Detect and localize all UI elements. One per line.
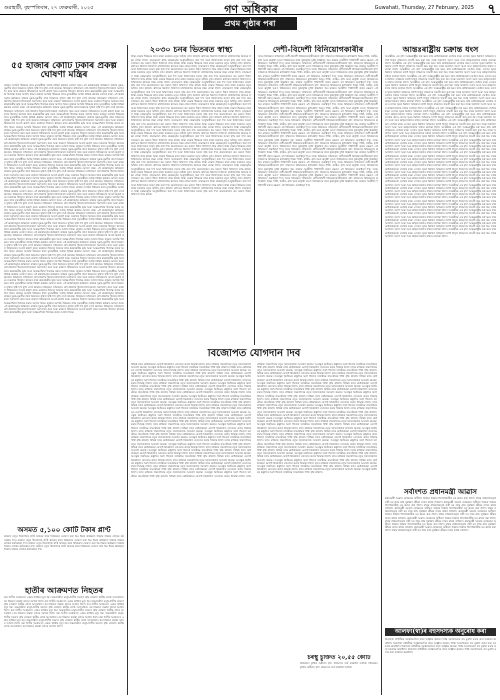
article-6-body: প্ৰধানমন্ত্ৰী আৱাস যোজনাৰ অধীনত হাজাৰ হাজাৰ হিতাধিকাৰীক ঘৰ প্ৰদান কৰা হৈছে। দৰিদ্ৰ পৰিয়ালসমূহে পকী ঘৰ লাভ কৰি সুৰক্ষিত জীৱন যাপন কৰিব পাৰিছে। প্ৰধানমন্ত্ৰী আৱাস যোজনাৰ অধীনত হাজাৰ হাজাৰ হিতাধিকাৰীক ঘৰ প্ৰদান কৰা হৈছে। দৰিদ্ৰ পৰিয়ালসমূহে পকী ঘৰ লাভ কৰি সুৰক্ষিত জীৱন যাপন কৰিব পাৰিছে। প্ৰধানমন্ত্ৰী আৱাস যোজনাৰ অধীনত হাজাৰ হাজাৰ হিতাধিকাৰীক ঘৰ প্ৰদান কৰা হৈছে। দৰিদ্ৰ পৰিয়ালসমূহে পকী ঘৰ লাভ কৰি সুৰক্ষিত জীৱন যাপন কৰিব পাৰিছে। প্ৰধানমন্ত্ৰী আৱাস যোজনাৰ অধীনত হাজাৰ হাজাৰ হিতাধিকাৰীক ঘৰ প্ৰদান কৰা হৈছে। দৰিদ্ৰ পৰিয়ালসমূহে পকী ঘৰ লাভ কৰি সুৰক্ষিত জীৱন যাপন কৰিব পাৰিছে। প্ৰধানমন্ত্ৰী আৱাস যোজনাৰ অধীনত হাজাৰ হাজাৰ হিতাধিকাৰীক ঘৰ প্ৰদান কৰা হৈছে। দৰিদ্ৰ পৰিয়ালসমূহে পকী ঘৰ লাভ কৰি সুৰক্ষিত জীৱন যাপন কৰিব পাৰিছে। প্ৰধানমন্ত্ৰী আৱাস যোজনাৰ অধীনত হাজাৰ হাজাৰ হিতাধিকাৰীক ঘৰ প্ৰদান কৰা হৈছে। দৰিদ্ৰ পৰিয়ালসমূহে পকী ঘৰ লাভ কৰি সুৰক্ষিত জীৱন যাপন কৰিব পাৰিছে। প্ৰধানমন্ত্ৰী আৱাস যোজনাৰ অধীনত হাজাৰ হাজাৰ হিতাধিকাৰীক ঘৰ প্ৰদান কৰা হৈছে। দৰিদ্ৰ পৰিয়ালসমূহে পকী ঘৰ লাভ কৰি সুৰক্ষিত জীৱন যাপন কৰিব পাৰিছে। [385, 497, 496, 533]
header-date-left: গুৱাহাটী, বৃহস্পতিবাৰ, ২৭ ফেব্ৰুৱাৰী, ২০২৫ [4, 5, 94, 11]
article-10-headline: আলফা(স্বা)ৰ বহুসদস্যক অনুৰোধ কৰা [385, 628, 496, 636]
article-8-body: বন্য হাতীৰ আক্ৰমণত এজন ব্যক্তিৰ মৃত্যু হয়। অঞ্চলটোত মানুহ-হাতীৰ সংঘাত বৃদ্ধি পোৱাত স্থানীয় লোক আতংকিত। বন বিভাগে ব্যৱস্থা গ্ৰহণৰ আশ্বাস দিছে। বন্য হাতীৰ আক্ৰমণত এজন ব্যক্তিৰ মৃত্যু হয়। অঞ্চলটোত মানুহ-হাতীৰ সংঘাত বৃদ্ধি পোৱাত স্থানীয় লোক আতংকিত। বন বিভাগে ব্যৱস্থা গ্ৰহণৰ আশ্বাস দিছে। বন্য হাতীৰ আক্ৰমণত এজন ব্যক্তিৰ মৃত্যু হয়। অঞ্চলটোত মানুহ-হাতীৰ সংঘাত বৃদ্ধি পোৱাত স্থানীয় লোক আতংকিত। বন বিভাগে ব্যৱস্থা গ্ৰহণৰ আশ্বাস দিছে। বন্য হাতীৰ আক্ৰমণত এজন ব্যক্তিৰ মৃত্যু হয়। অঞ্চলটোত মানুহ-হাতীৰ সংঘাত বৃদ্ধি পোৱাত স্থানীয় লোক আতংকিত। বন বিভাগে ব্যৱস্থা গ্ৰহণৰ আশ্বাস দিছে। বন্য হাতীৰ আক্ৰমণত এজন ব্যক্তিৰ মৃত্যু হয়। অঞ্চলটোত মানুহ-হাতীৰ সংঘাত বৃদ্ধি পোৱাত স্থানীয় লোক আতংকিত। বন বিভাগে ব্যৱস্থা গ্ৰহণৰ আশ্বাস দিছে। বন্য হাতীৰ আক্ৰমণত এজন ব্যক্তিৰ মৃত্যু হয়। অঞ্চলটোত মানুহ-হাতীৰ সংঘাত বৃদ্ধি পোৱাত স্থানীয় লোক আতংকিত। বন বিভাগে ব্যৱস্থা গ্ৰহণৰ আশ্বাস দিছে। বন্য হাতীৰ আক্ৰমণত এজন ব্যক্তিৰ মৃত্যু হয়। অঞ্চলটোত মানুহ-হাতীৰ সংঘাত বৃদ্ধি পোৱাত স্থানীয় লোক আতংকিত। বন বিভাগে ব্যৱস্থা গ্ৰহণৰ আশ্বাস দিছে। [4, 596, 124, 629]
article-10-body: নিৰাপত্তা বাহিনীয়ে আত্মসমৰ্পণৰ বাবে আহ্বান জনায়। শান্তি আলোচনাৰ পথ মুকলি ৰখাৰ কথা চৰকাৰে জনাইছে। নিৰাপত্তা বাহিনীয়ে আত্মসমৰ্পণৰ বাবে আহ্বান জনায়। শান্তি আলোচনাৰ পথ মুকলি ৰখাৰ কথা চৰকাৰে জনাইছে। নিৰাপত্তা বাহিনীয়ে আত্মসমৰ্পণৰ বাবে আহ্বান জনায়। শান্তি আলোচনাৰ পথ মুকলি ৰখাৰ কথা চৰকাৰে জনাইছে। নিৰাপত্তা বাহিনীয়ে আত্মসমৰ্পণৰ বাবে আহ্বান জনায়। শান্তি আলোচনাৰ পথ মুকলি ৰখাৰ কথা চৰকাৰে জনাইছে। [385, 638, 496, 655]
article-4-headline: আন্তঃৰাষ্ট্ৰীয় চক্ৰান্ত ধংস [402, 45, 479, 54]
article-1-headline: ৫৫ হাজাৰ কোটি টকাৰ প্ৰকল্প ঘোষণা মন্ত্ৰিৰ [11, 62, 117, 81]
masthead-small: দৈনিক [247, 0, 255, 4]
article-9-headline: চৰস্থু চুক্তিত ২০,৫৫ কোটি [307, 655, 371, 661]
article-2 [131, 45, 251, 345]
article-8 [4, 586, 124, 696]
column-rule-3 [381, 45, 382, 695]
article-10 [385, 628, 496, 696]
article-7-body: ৰাজ্যত নতুন উদ্যোগিক প্লাণ্ট স্থাপনৰ বাবে বিনিয়োগ ঘোষণা কৰা হয়। ইয়াৰ জৰিয়তে হাজাৰ হাজাৰ লোকৰ কৰ্মসংস্থান হ'ব। ৰাজ্যত নতুন উদ্যোগিক প্লাণ্ট স্থাপনৰ বাবে বিনিয়োগ ঘোষণা কৰা হয়। ইয়াৰ জৰিয়তে হাজাৰ হাজাৰ লোকৰ কৰ্মসংস্থান হ'ব। ৰাজ্যত নতুন উদ্যোগিক প্লাণ্ট স্থাপনৰ বাবে বিনিয়োগ ঘোষণা কৰা হয়। ইয়াৰ জৰিয়তে হাজাৰ হাজাৰ লোকৰ কৰ্মসংস্থান হ'ব। ৰাজ্যত নতুন উদ্যোগিক প্লাণ্ট স্থাপনৰ বাবে বিনিয়োগ ঘোষণা কৰা হয়। ইয়াৰ জৰিয়তে হাজাৰ হাজাৰ লোকৰ কৰ্মসংস্থান হ'ব। [4, 535, 124, 552]
article-4 [385, 45, 496, 485]
article-6 [385, 488, 496, 588]
article-3-headline: দেশী-বিদেশী বিনিয়োগকাৰীৰ [272, 45, 364, 54]
article-5-body: বিভিন্ন দলৰ কেইবাজনো নেতাই বিজেপিত যোগদান কৰাৰ সিদ্ধান্ত লৈছে। দলৰ ৰাজ্যিক সভাপতিয়ে নতুন সদস্যসকলক আদৰণি জনায়। আগন্তুক নিৰ্বাচনৰ প্ৰস্তুতিৰ অংশ হিচাপে দলটোৱে সাংগঠনিক শক্তি বৃদ্ধি কৰিছে। বিভিন্ন দলৰ কেইবাজনো নেতাই বিজেপিত যোগদান কৰাৰ সিদ্ধান্ত লৈছে। দলৰ ৰাজ্যিক সভাপতিয়ে নতুন সদস্যসকলক আদৰণি জনায়। আগন্তুক নিৰ্বাচনৰ প্ৰস্তুতিৰ অংশ হিচাপে দলটোৱে সাংগঠনিক শক্তি বৃদ্ধি কৰিছে। বিভিন্ন দলৰ কেইবাজনো নেতাই বিজেপিত যোগদান কৰাৰ সিদ্ধান্ত লৈছে। দলৰ ৰাজ্যিক সভাপতিয়ে নতুন সদস্যসকলক আদৰণি জনায়। আগন্তুক নিৰ্বাচনৰ প্ৰস্তুতিৰ অংশ হিচাপে দলটোৱে সাংগঠনিক শক্তি বৃদ্ধি কৰিছে। বিভিন্ন দলৰ কেইবাজনো নেতাই বিজেপিত যোগদান কৰাৰ সিদ্ধান্ত লৈছে। দলৰ ৰাজ্যিক সভাপতিয়ে নতুন সদস্যসকলক আদৰণি জনায়। আগন্তুক নিৰ্বাচনৰ প্ৰস্তুতিৰ অংশ হিচাপে দলটোৱে সাংগঠনিক শক্তি বৃদ্ধি কৰিছে। বিভিন্ন দলৰ কেইবাজনো নেতাই বিজেপিত যোগদান কৰাৰ সিদ্ধান্ত লৈছে। দলৰ ৰাজ্যিক সভাপতিয়ে নতুন সদস্যসকলক আদৰণি জনায়। আগন্তুক নিৰ্বাচনৰ প্ৰস্তুতিৰ অংশ হিচাপে দলটোৱে সাংগঠনিক শক্তি বৃদ্ধি কৰিছে। বিভিন্ন দলৰ কেইবাজনো নেতাই বিজেপিত যোগদান কৰাৰ সিদ্ধান্ত লৈছে। দলৰ ৰাজ্যিক সভাপতিয়ে নতুন সদস্যসকলক আদৰণি জনায়। আগন্তুক নিৰ্বাচনৰ প্ৰস্তুতিৰ অংশ হিচাপে দলটোৱে সাংগঠনিক শক্তি বৃদ্ধি কৰিছে। বিভিন্ন দলৰ কেইবাজনো নেতাই বিজেপিত যোগদান কৰাৰ সিদ্ধান্ত লৈছে। দলৰ ৰাজ্যিক সভাপতিয়ে নতুন সদস্যসকলক আদৰণি জনায়। আগন্তুক নিৰ্বাচনৰ প্ৰস্তুতিৰ অংশ হিচাপে দলটোৱে সাংগঠনিক শক্তি বৃদ্ধি কৰিছে। বিভিন্ন দলৰ কেইবাজনো নেতাই বিজেপিত যোগদান কৰাৰ সিদ্ধান্ত লৈছে। দলৰ ৰাজ্যিক সভাপতিয়ে নতুন সদস্যসকলক আদৰণি জনায়। আগন্তুক নিৰ্বাচনৰ প্ৰস্তুতিৰ অংশ হিচাপে দলটোৱে সাংগঠনিক শক্তি বৃদ্ধি কৰিছে। বিভিন্ন দলৰ কেইবাজনো নেতাই বিজেপিত যোগদান কৰাৰ সিদ্ধান্ত লৈছে। দলৰ ৰাজ্যিক সভাপতিয়ে নতুন সদস্যসকলক আদৰণি জনায়। আগন্তুক নিৰ্বাচনৰ প্ৰস্তুতিৰ অংশ হিচাপে দলটোৱে সাংগঠনিক শক্তি বৃদ্ধি কৰিছে। বিভিন্ন দলৰ কেইবাজনো নেতাই বিজেপিত যোগদান কৰাৰ সিদ্ধান্ত লৈছে। দলৰ ৰাজ্যিক সভাপতিয়ে নতুন সদস্যসকলক আদৰণি জনায়। আগন্তুক নিৰ্বাচনৰ প্ৰস্তুতিৰ অংশ হিচাপে দলটোৱে সাংগঠনিক শক্তি বৃদ্ধি কৰিছে। বিভিন্ন দলৰ কেইবাজনো নেতাই বিজেপিত যোগদান কৰাৰ সিদ্ধান্ত লৈছে। দলৰ ৰাজ্যিক সভাপতিয়ে নতুন সদস্যসকলক আদৰণি জনায়। আগন্তুক নিৰ্বাচনৰ প্ৰস্তুতিৰ অংশ হিচাপে দলটোৱে সাংগঠনিক শক্তি বৃদ্ধি কৰিছে। বিভিন্ন দলৰ কেইবাজনো নেতাই বিজেপিত যোগদান কৰাৰ সিদ্ধান্ত লৈছে। দলৰ ৰাজ্যিক সভাপতিয়ে নতুন সদস্যসকলক আদৰণি জনায়। আগন্তুক নিৰ্বাচনৰ প্ৰস্তুতিৰ অংশ হিচাপে দলটোৱে সাংগঠনিক শক্তি বৃদ্ধি কৰিছে। বিভিন্ন দলৰ কেইবাজনো নেতাই বিজেপিত যোগদান কৰাৰ সিদ্ধান্ত লৈছে। দলৰ ৰাজ্যিক সভাপতিয়ে নতুন সদস্যসকলক আদৰণি জনায়। আগন্তুক নিৰ্বাচনৰ প্ৰস্তুতিৰ অংশ হিচাপে দলটোৱে সাংগঠনিক শক্তি বৃদ্ধি কৰিছে। বিভিন্ন দলৰ কেইবাজনো নেতাই বিজেপিত যোগদান কৰাৰ সিদ্ধান্ত লৈছে। দলৰ ৰাজ্যিক সভাপতিয়ে নতুন সদস্যসকলক আদৰণি জনায়। আগন্তুক নিৰ্বাচনৰ প্ৰস্তুতিৰ অংশ হিচাপে দলটোৱে সাংগঠনিক শক্তি বৃদ্ধি কৰিছে। বিভিন্ন দলৰ কেইবাজনো নেতাই বিজেপিত যোগদান কৰাৰ সিদ্ধান্ত লৈছে। দলৰ ৰাজ্যিক সভাপতিয়ে নতুন সদস্যসকলক আদৰণি জনায়। আগন্তুক নিৰ্বাচনৰ প্ৰস্তুতিৰ অংশ হিচাপে দলটোৱে সাংগঠনিক শক্তি বৃদ্ধি কৰিছে। বিভিন্ন দলৰ কেইবাজনো নেতাই বিজেপিত যোগদান কৰাৰ সিদ্ধান্ত লৈছে। দলৰ ৰাজ্যিক সভাপতিয়ে নতুন সদস্যসকলক আদৰণি জনায়। আগন্তুক নিৰ্বাচনৰ প্ৰস্তুতিৰ অংশ হিচাপে দলটোৱে সাংগঠনিক শক্তি বৃদ্ধি কৰিছে। বিভিন্ন দলৰ কেইবাজনো নেতাই বিজেপিত যোগদান কৰাৰ সিদ্ধান্ত লৈছে। দলৰ ৰাজ্যিক সভাপতিয়ে নতুন সদস্যসকলক আদৰণি জনায়। আগন্তুক নিৰ্বাচনৰ প্ৰস্তুতিৰ অংশ হিচাপে দলটোৱে সাংগঠনিক শক্তি বৃদ্ধি কৰিছে। বিভিন্ন দলৰ কেইবাজনো নেতাই বিজেপিত যোগদান কৰাৰ সিদ্ধান্ত লৈছে। দলৰ ৰাজ্যিক সভাপতিয়ে নতুন সদস্যসকলক আদৰণি জনায়। আগন্তুক নিৰ্বাচনৰ প্ৰস্তুতিৰ অংশ হিচাপে দলটোৱে সাংগঠনিক শক্তি বৃদ্ধি কৰিছে। বিভিন্ন দলৰ কেইবাজনো নেতাই বিজেপিত যোগদান কৰাৰ সিদ্ধান্ত লৈছে। দলৰ ৰাজ্যিক সভাপতিয়ে নতুন সদস্যসকলক আদৰণি জনায়। আগন্তুক নিৰ্বাচনৰ প্ৰস্তুতিৰ অংশ হিচাপে দলটোৱে সাংগঠনিক শক্তি বৃদ্ধি কৰিছে। বিভিন্ন দলৰ কেইবাজনো নেতাই বিজেপিত যোগদান কৰাৰ সিদ্ধান্ত লৈছে। দলৰ ৰাজ্যিক সভাপতিয়ে নতুন সদস্যসকলক আদৰণি জনায়। আগন্তুক নিৰ্বাচনৰ প্ৰস্তুতিৰ অংশ হিচাপে দলটোৱে সাংগঠনিক শক্তি বৃদ্ধি কৰিছে। বিভিন্ন দলৰ কেইবাজনো নেতাই বিজেপিত যোগদান কৰাৰ সিদ্ধান্ত লৈছে। দলৰ ৰাজ্যিক সভাপতিয়ে নতুন সদস্যসকলক আদৰণি জনায়। আগন্তুক নিৰ্বাচনৰ প্ৰস্তুতিৰ অংশ হিচাপে দলটোৱে সাংগঠনিক শক্তি বৃদ্ধি কৰিছে। বিভিন্ন দলৰ কেইবাজনো নেতাই বিজেপিত যোগদান কৰাৰ সিদ্ধান্ত লৈছে। দলৰ ৰাজ্যিক সভাপতিয়ে নতুন সদস্যসকলক আদৰণি জনায়। আগন্তুক নিৰ্বাচনৰ প্ৰস্তুতিৰ অংশ হিচাপে দলটোৱে সাংগঠনিক শক্তি বৃদ্ধি কৰিছে। বিভিন্ন দলৰ কেইবাজনো নেতাই বিজেপিত যোগদান কৰাৰ সিদ্ধান্ত লৈছে। দলৰ ৰাজ্যিক সভাপতিয়ে নতুন সদস্যসকলক আদৰণি জনায়। আগন্তুক নিৰ্বাচনৰ প্ৰস্তুতিৰ অংশ হিচাপে দলটোৱে সাংগঠনিক শক্তি বৃদ্ধি কৰিছে। বিভিন্ন দলৰ কেইবাজনো নেতাই বিজেপিত যোগদান কৰাৰ সিদ্ধান্ত লৈছে। দলৰ ৰাজ্যিক সভাপতিয়ে নতুন সদস্যসকলক আদৰণি জনায়। আগন্তুক নিৰ্বাচনৰ প্ৰস্তুতিৰ অংশ হিচাপে দলটোৱে সাংগঠনিক শক্তি বৃদ্ধি কৰিছে। বিভিন্ন দলৰ কেইবাজনো নেতাই বিজেপিত যোগদান কৰাৰ সিদ্ধান্ত লৈছে। দলৰ ৰাজ্যিক সভাপতিয়ে নতুন সদস্যসকলক আদৰণি জনায়। আগন্তুক নিৰ্বাচনৰ প্ৰস্তুতিৰ অংশ হিচাপে দলটোৱে সাংগঠনিক শক্তি বৃদ্ধি কৰিছে। বিভিন্ন দলৰ কেইবাজনো নেতাই বিজেপিত যোগদান কৰাৰ সিদ্ধান্ত লৈছে। দলৰ ৰাজ্যিক সভাপতিয়ে নতুন সদস্যসকলক আদৰণি জনায়। আগন্তুক নিৰ্বাচনৰ প্ৰস্তুতিৰ অংশ হিচাপে দলটোৱে সাংগঠনিক শক্তি বৃদ্ধি কৰিছে। বিভিন্ন দলৰ কেইবাজনো নেতাই বিজেপিত যোগদান কৰাৰ সিদ্ধান্ত লৈছে। দলৰ ৰাজ্যিক সভাপতিয়ে নতুন সদস্যসকলক আদৰণি জনায়। আগন্তুক নিৰ্বাচনৰ প্ৰস্তুতিৰ অংশ হিচাপে দলটোৱে সাংগঠনিক শক্তি বৃদ্ধি কৰিছে। বিভিন্ন দলৰ কেইবাজনো নেতাই বিজেপিত যোগদান কৰাৰ সিদ্ধান্ত লৈছে। দলৰ ৰাজ্যিক সভাপতিয়ে নতুন সদস্যসকলক আদৰণি জনায়। আগন্তুক নিৰ্বাচনৰ প্ৰস্তুতিৰ অংশ হিচাপে দলটোৱে সাংগঠনিক শক্তি বৃদ্ধি কৰিছে। বিভিন্ন দলৰ কেইবাজনো নেতাই বিজেপিত যোগদান কৰাৰ সিদ্ধান্ত লৈছে। দলৰ ৰাজ্যিক সভাপতিয়ে নতুন সদস্যসকলক আদৰণি জনায়। আগন্তুক নিৰ্বাচনৰ প্ৰস্তুতিৰ অংশ হিচাপে দলটোৱে সাংগঠনিক শক্তি বৃদ্ধি কৰিছে। বিভিন্ন দলৰ কেইবাজনো নেতাই বিজেপিত যোগদান কৰাৰ সিদ্ধান্ত লৈছে। দলৰ ৰাজ্যিক সভাপতিয়ে নতুন সদস্যসকলক আদৰণি জনায়। আগন্তুক নিৰ্বাচনৰ প্ৰস্তুতিৰ অংশ হিচাপে দলটোৱে সাংগঠনিক শক্তি বৃদ্ধি কৰিছে। বিভিন্ন দলৰ কেইবাজনো নেতাই বিজেপিত যোগদান কৰাৰ সিদ্ধান্ত লৈছে। দলৰ ৰাজ্যিক সভাপতিয়ে নতুন সদস্যসকলক আদৰণি জনায়। আগন্তুক নিৰ্বাচনৰ প্ৰস্তুতিৰ অংশ হিচাপে দলটোৱে সাংগঠনিক শক্তি বৃদ্ধি কৰিছে। বিভিন্ন দলৰ কেইবাজনো নেতাই বিজেপিত যোগদান কৰাৰ সিদ্ধান্ত লৈছে। দলৰ ৰাজ্যিক সভাপতিয়ে নতুন সদস্যসকলক আদৰণি জনায়। আগন্তুক নিৰ্বাচনৰ প্ৰস্তুতিৰ অংশ হিচাপে দলটোৱে সাংগঠনিক শক্তি বৃদ্ধি কৰিছে। বিভিন্ন দলৰ কেইবাজনো নেতাই বিজেপিত যোগদান কৰাৰ সিদ্ধান্ত লৈছে। দলৰ ৰাজ্যিক সভাপতিয়ে নতুন সদস্যসকলক আদৰণি জনায়। আগন্তুক নিৰ্বাচনৰ প্ৰস্তুতিৰ অংশ হিচাপে দলটোৱে সাংগঠনিক শক্তি বৃদ্ধি কৰিছে। বিভিন্ন দলৰ কেইবাজনো নেতাই বিজেপিত যোগদান কৰাৰ সিদ্ধান্ত লৈছে। দলৰ ৰাজ্যিক সভাপতিয়ে নতুন সদস্যসকলক আদৰণি জনায়। আগন্তুক নিৰ্বাচনৰ প্ৰস্তুতিৰ অংশ হিচাপে দলটোৱে সাংগঠনিক শক্তি বৃদ্ধি কৰিছে। বিভিন্ন দলৰ কেইবাজনো নেতাই বিজেপিত যোগদান কৰাৰ সিদ্ধান্ত লৈছে। দলৰ ৰাজ্যিক সভাপতিয়ে নতুন সদস্যসকলক আদৰণি জনায়। আগন্তুক নিৰ্বাচনৰ প্ৰস্তুতিৰ অংশ হিচাপে দলটোৱে সাংগঠনিক শক্তি বৃদ্ধি কৰিছে। বিভিন্ন দলৰ কেইবাজনো নেতাই বিজেপিত যোগদান কৰাৰ সিদ্ধান্ত লৈছে। দলৰ ৰাজ্যিক সভাপতিয়ে নতুন সদস্যসকলক আদৰণি জনায়। আগন্তুক নিৰ্বাচনৰ প্ৰস্তুতিৰ অংশ হিচাপে দলটোৱে সাংগঠনিক শক্তি বৃদ্ধি কৰিছে। বিভিন্ন দলৰ কেইবাজনো নেতাই বিজেপিত যোগদান কৰাৰ সিদ্ধান্ত লৈছে। দলৰ ৰাজ্যিক সভাপতিয়ে নতুন সদস্যসকলক আদৰণি জনায়। আগন্তুক নিৰ্বাচনৰ প্ৰস্তুতিৰ অংশ হিচাপে দলটোৱে সাংগঠনিক শক্তি বৃদ্ধি কৰিছে। বিভিন্ন দলৰ কেইবাজনো নেতাই বিজেপিত যোগদান কৰাৰ সিদ্ধান্ত লৈছে। দলৰ ৰাজ্যিক সভাপতিয়ে নতুন সদস্যসকলক আদৰণি জনায়। আগন্তুক নিৰ্বাচনৰ প্ৰস্তুতিৰ অংশ হিচাপে দলটোৱে সাংগঠনিক শক্তি বৃদ্ধি কৰিছে। [131, 362, 377, 478]
article-8-headline: হাতীৰ আক্ৰমণত নিহতৰ [25, 586, 103, 595]
article-2-body: স্বাস্থ্য সেৱাৰ উন্নয়নৰ বাবে ৰাজ্য চৰকাৰে নতুন আঁচনি গ্ৰহণ কৰিছে। প্ৰতিখন জিলাত চিকিৎসা মহাবিদ্যালয় স্থাপনৰ লক্ষ্য লোৱা হৈছে। গ্ৰামাঞ্চলত স্বাস্থ্য কেন্দ্ৰসমূহৰ আধুনিকীকৰণ কৰা হ'ব আৰু চিকিৎসকৰ সংখ্যা বৃদ্ধি কৰা হ'ব। জনসাধাৰণে কম খৰচত উন্নত চিকিৎসা লাভ কৰিব। স্বাস্থ্য সেৱাৰ উন্নয়নৰ বাবে ৰাজ্য চৰকাৰে নতুন আঁচনি গ্ৰহণ কৰিছে। প্ৰতিখন জিলাত চিকিৎসা মহাবিদ্যালয় স্থাপনৰ লক্ষ্য লোৱা হৈছে। গ্ৰামাঞ্চলত স্বাস্থ্য কেন্দ্ৰসমূহৰ আধুনিকীকৰণ কৰা হ'ব আৰু চিকিৎসকৰ সংখ্যা বৃদ্ধি কৰা হ'ব। জনসাধাৰণে কম খৰচত উন্নত চিকিৎসা লাভ কৰিব। স্বাস্থ্য সেৱাৰ উন্নয়নৰ বাবে ৰাজ্য চৰকাৰে নতুন আঁচনি গ্ৰহণ কৰিছে। প্ৰতিখন জিলাত চিকিৎসা মহাবিদ্যালয় স্থাপনৰ লক্ষ্য লোৱা হৈছে। গ্ৰামাঞ্চলত স্বাস্থ্য কেন্দ্ৰসমূহৰ আধুনিকীকৰণ কৰা হ'ব আৰু চিকিৎসকৰ সংখ্যা বৃদ্ধি কৰা হ'ব। জনসাধাৰণে কম খৰচত উন্নত চিকিৎসা লাভ কৰিব। স্বাস্থ্য সেৱাৰ উন্নয়নৰ বাবে ৰাজ্য চৰকাৰে নতুন আঁচনি গ্ৰহণ কৰিছে। প্ৰতিখন জিলাত চিকিৎসা মহাবিদ্যালয় স্থাপনৰ লক্ষ্য লোৱা হৈছে। গ্ৰামাঞ্চলত স্বাস্থ্য কেন্দ্ৰসমূহৰ আধুনিকীকৰণ কৰা হ'ব আৰু চিকিৎসকৰ সংখ্যা বৃদ্ধি কৰা হ'ব। জনসাধাৰণে কম খৰচত উন্নত চিকিৎসা লাভ কৰিব। স্বাস্থ্য সেৱাৰ উন্নয়নৰ বাবে ৰাজ্য চৰকাৰে নতুন আঁচনি গ্ৰহণ কৰিছে। প্ৰতিখন জিলাত চিকিৎসা মহাবিদ্যালয় স্থাপনৰ লক্ষ্য লোৱা হৈছে। গ্ৰামাঞ্চলত স্বাস্থ্য কেন্দ্ৰসমূহৰ আধুনিকীকৰণ কৰা হ'ব আৰু চিকিৎসকৰ সংখ্যা বৃদ্ধি কৰা হ'ব। জনসাধাৰণে কম খৰচত উন্নত চিকিৎসা লাভ কৰিব। স্বাস্থ্য সেৱাৰ উন্নয়নৰ বাবে ৰাজ্য চৰকাৰে নতুন আঁচনি গ্ৰহণ কৰিছে। প্ৰতিখন জিলাত চিকিৎসা মহাবিদ্যালয় স্থাপনৰ লক্ষ্য লোৱা হৈছে। গ্ৰামাঞ্চলত স্বাস্থ্য কেন্দ্ৰসমূহৰ আধুনিকীকৰণ কৰা হ'ব আৰু চিকিৎসকৰ সংখ্যা বৃদ্ধি কৰা হ'ব। জনসাধাৰণে কম খৰচত উন্নত চিকিৎসা লাভ কৰিব। স্বাস্থ্য সেৱাৰ উন্নয়নৰ বাবে ৰাজ্য চৰকাৰে নতুন আঁচনি গ্ৰহণ কৰিছে। প্ৰতিখন জিলাত চিকিৎসা মহাবিদ্যালয় স্থাপনৰ লক্ষ্য লোৱা হৈছে। গ্ৰামাঞ্চলত স্বাস্থ্য কেন্দ্ৰসমূহৰ আধুনিকীকৰণ কৰা হ'ব আৰু চিকিৎসকৰ সংখ্যা বৃদ্ধি কৰা হ'ব। জনসাধাৰণে কম খৰচত উন্নত চিকিৎসা লাভ কৰিব। স্বাস্থ্য সেৱাৰ উন্নয়নৰ বাবে ৰাজ্য চৰকাৰে নতুন আঁচনি গ্ৰহণ কৰিছে। প্ৰতিখন জিলাত চিকিৎসা মহাবিদ্যালয় স্থাপনৰ লক্ষ্য লোৱা হৈছে। গ্ৰামাঞ্চলত স্বাস্থ্য কেন্দ্ৰসমূহৰ আধুনিকীকৰণ কৰা হ'ব আৰু চিকিৎসকৰ সংখ্যা বৃদ্ধি কৰা হ'ব। জনসাধাৰণে কম খৰচত উন্নত চিকিৎসা লাভ কৰিব। স্বাস্থ্য সেৱাৰ উন্নয়নৰ বাবে ৰাজ্য চৰকাৰে নতুন আঁচনি গ্ৰহণ কৰিছে। প্ৰতিখন জিলাত চিকিৎসা মহাবিদ্যালয় স্থাপনৰ লক্ষ্য লোৱা হৈছে। গ্ৰামাঞ্চলত স্বাস্থ্য কেন্দ্ৰসমূহৰ আধুনিকীকৰণ কৰা হ'ব আৰু চিকিৎসকৰ সংখ্যা বৃদ্ধি কৰা হ'ব। জনসাধাৰণে কম খৰচত উন্নত চিকিৎসা লাভ কৰিব। স্বাস্থ্য সেৱাৰ উন্নয়নৰ বাবে ৰাজ্য চৰকাৰে নতুন আঁচনি গ্ৰহণ কৰিছে। প্ৰতিখন জিলাত চিকিৎসা মহাবিদ্যালয় স্থাপনৰ লক্ষ্য লোৱা হৈছে। গ্ৰামাঞ্চলত স্বাস্থ্য কেন্দ্ৰসমূহৰ আধুনিকীকৰণ কৰা হ'ব আৰু চিকিৎসকৰ সংখ্যা বৃদ্ধি কৰা হ'ব। জনসাধাৰণে কম খৰচত উন্নত চিকিৎসা লাভ কৰিব। স্বাস্থ্য সেৱাৰ উন্নয়নৰ বাবে ৰাজ্য চৰকাৰে নতুন আঁচনি গ্ৰহণ কৰিছে। প্ৰতিখন জিলাত চিকিৎসা মহাবিদ্যালয় স্থাপনৰ লক্ষ্য লোৱা হৈছে। গ্ৰামাঞ্চলত স্বাস্থ্য কেন্দ্ৰসমূহৰ আধুনিকীকৰণ কৰা হ'ব আৰু চিকিৎসকৰ সংখ্যা বৃদ্ধি কৰা হ'ব। জনসাধাৰণে কম খৰচত উন্নত চিকিৎসা লাভ কৰিব। স্বাস্থ্য সেৱাৰ উন্নয়নৰ বাবে ৰাজ্য চৰকাৰে নতুন আঁচনি গ্ৰহণ কৰিছে। প্ৰতিখন জিলাত চিকিৎসা মহাবিদ্যালয় স্থাপনৰ লক্ষ্য লোৱা হৈছে। গ্ৰামাঞ্চলত স্বাস্থ্য কেন্দ্ৰসমূহৰ আধুনিকীকৰণ কৰা হ'ব আৰু চিকিৎসকৰ সংখ্যা বৃদ্ধি কৰা হ'ব। জনসাধাৰণে কম খৰচত উন্নত চিকিৎসা লাভ কৰিব। স্বাস্থ্য সেৱাৰ উন্নয়নৰ বাবে ৰাজ্য চৰকাৰে নতুন আঁচনি গ্ৰহণ কৰিছে। প্ৰতিখন জিলাত চিকিৎসা মহাবিদ্যালয় স্থাপনৰ লক্ষ্য লোৱা হৈছে। গ্ৰামাঞ্চলত স্বাস্থ্য কেন্দ্ৰসমূহৰ আধুনিকীকৰণ কৰা হ'ব আৰু চিকিৎসকৰ সংখ্যা বৃদ্ধি কৰা হ'ব। জনসাধাৰণে কম খৰচত উন্নত চিকিৎসা লাভ কৰিব। স্বাস্থ্য সেৱাৰ উন্নয়নৰ বাবে ৰাজ্য চৰকাৰে নতুন আঁচনি গ্ৰহণ কৰিছে। প্ৰতিখন জিলাত চিকিৎসা মহাবিদ্যালয় স্থাপনৰ লক্ষ্য লোৱা হৈছে। গ্ৰামাঞ্চলত স্বাস্থ্য কেন্দ্ৰসমূহৰ আধুনিকীকৰণ কৰা হ'ব আৰু চিকিৎসকৰ সংখ্যা বৃদ্ধি কৰা হ'ব। জনসাধাৰণে কম খৰচত উন্নত চিকিৎসা লাভ কৰিব। স্বাস্থ্য সেৱাৰ উন্নয়নৰ বাবে ৰাজ্য চৰকাৰে নতুন আঁচনি গ্ৰহণ কৰিছে। প্ৰতিখন জিলাত চিকিৎসা মহাবিদ্যালয় স্থাপনৰ লক্ষ্য লোৱা হৈছে। গ্ৰামাঞ্চলত স্বাস্থ্য কেন্দ্ৰসমূহৰ আধুনিকীকৰণ কৰা হ'ব আৰু চিকিৎসকৰ সংখ্যা বৃদ্ধি কৰা হ'ব। জনসাধাৰণে কম খৰচত উন্নত চিকিৎসা লাভ কৰিব। স্বাস্থ্য সেৱাৰ উন্নয়নৰ বাবে ৰাজ্য চৰকাৰে নতুন আঁচনি গ্ৰহণ কৰিছে। প্ৰতিখন জিলাত চিকিৎসা মহাবিদ্যালয় স্থাপনৰ লক্ষ্য লোৱা হৈছে। গ্ৰামাঞ্চলত স্বাস্থ্য কেন্দ্ৰসমূহৰ আধুনিকীকৰণ কৰা হ'ব আৰু চিকিৎসকৰ সংখ্যা বৃদ্ধি কৰা হ'ব। জনসাধাৰণে কম খৰচত উন্নত চিকিৎসা লাভ কৰিব। স্বাস্থ্য সেৱাৰ উন্নয়নৰ বাবে ৰাজ্য চৰকাৰে নতুন আঁচনি গ্ৰহণ কৰিছে। প্ৰতিখন জিলাত চিকিৎসা মহাবিদ্যালয় স্থাপনৰ লক্ষ্য লোৱা হৈছে। গ্ৰামাঞ্চলত স্বাস্থ্য কেন্দ্ৰসমূহৰ আধুনিকীকৰণ কৰা হ'ব আৰু চিকিৎসকৰ সংখ্যা বৃদ্ধি কৰা হ'ব। জনসাধাৰণে কম খৰচত উন্নত চিকিৎসা লাভ কৰিব। স্বাস্থ্য সেৱাৰ উন্নয়নৰ বাবে ৰাজ্য চৰকাৰে নতুন আঁচনি গ্ৰহণ কৰিছে। প্ৰতিখন জিলাত চিকিৎসা মহাবিদ্যালয় স্থাপনৰ লক্ষ্য লোৱা হৈছে। গ্ৰামাঞ্চলত স্বাস্থ্য কেন্দ্ৰসমূহৰ আধুনিকীকৰণ কৰা হ'ব আৰু চিকিৎসকৰ সংখ্যা বৃদ্ধি কৰা হ'ব। জনসাধাৰণে কম খৰচত উন্নত চিকিৎসা লাভ কৰিব। [131, 55, 251, 197]
header-date-right: Guwahati, Thursday, 27 February, 2025 [374, 5, 474, 11]
masthead [213, 0, 289, 15]
article-1-body: ৰাজ্যৰ আৰ্থিক উন্নয়নৰ বাবে মুখ্যমন্ত্ৰীয়ে আজি বিভিন্ন প্ৰকল্পৰ ঘোষণা কৰে। এই প্ৰকল্পসমূহৰ জৰিয়তে ৰাজ্যৰ যুৱক-যুৱতীৰ বাবে নিয়োগৰ সুবিধা সৃষ্টি হ'ব বুলি তেওঁ জানায়। বিনিয়োগ সন্মিলনত দেশ-বিদেশৰ উদ্যোগপতিসকলে অংশগ্ৰহণ কৰে আৰু ৰাজ্যত বিনিয়োগৰ আগ্ৰহ প্ৰকাশ কৰে। চৰকাৰে উদ্যোগ স্থাপনৰ বাবে প্ৰয়োজনীয় ভূমি আৰু আন্তঃগাঁথনি উপলব্ধ কৰাৰ আশ্বাস দিয়ে। ৰাজ্যৰ আৰ্থিক উন্নয়নৰ বাবে মুখ্যমন্ত্ৰীয়ে আজি বিভিন্ন প্ৰকল্পৰ ঘোষণা কৰে। এই প্ৰকল্পসমূহৰ জৰিয়তে ৰাজ্যৰ যুৱক-যুৱতীৰ বাবে নিয়োগৰ সুবিধা সৃষ্টি হ'ব বুলি তেওঁ জানায়। বিনিয়োগ সন্মিলনত দেশ-বিদেশৰ উদ্যোগপতিসকলে অংশগ্ৰহণ কৰে আৰু ৰাজ্যত বিনিয়োগৰ আগ্ৰহ প্ৰকাশ কৰে। চৰকাৰে উদ্যোগ স্থাপনৰ বাবে প্ৰয়োজনীয় ভূমি আৰু আন্তঃগাঁথনি উপলব্ধ কৰাৰ আশ্বাস দিয়ে। ৰাজ্যৰ আৰ্থিক উন্নয়নৰ বাবে মুখ্যমন্ত্ৰীয়ে আজি বিভিন্ন প্ৰকল্পৰ ঘোষণা কৰে। এই প্ৰকল্পসমূহৰ জৰিয়তে ৰাজ্যৰ যুৱক-যুৱতীৰ বাবে নিয়োগৰ সুবিধা সৃষ্টি হ'ব বুলি তেওঁ জানায়। বিনিয়োগ সন্মিলনত দেশ-বিদেশৰ উদ্যোগপতিসকলে অংশগ্ৰহণ কৰে আৰু ৰাজ্যত বিনিয়োগৰ আগ্ৰহ প্ৰকাশ কৰে। চৰকাৰে উদ্যোগ স্থাপনৰ বাবে প্ৰয়োজনীয় ভূমি আৰু আন্তঃগাঁথনি উপলব্ধ কৰাৰ আশ্বাস দিয়ে। ৰাজ্যৰ আৰ্থিক উন্নয়নৰ বাবে মুখ্যমন্ত্ৰীয়ে আজি বিভিন্ন প্ৰকল্পৰ ঘোষণা কৰে। এই প্ৰকল্পসমূহৰ জৰিয়তে ৰাজ্যৰ যুৱক-যুৱতীৰ বাবে নিয়োগৰ সুবিধা সৃষ্টি হ'ব বুলি তেওঁ জানায়। বিনিয়োগ সন্মিলনত দেশ-বিদেশৰ উদ্যোগপতিসকলে অংশগ্ৰহণ কৰে আৰু ৰাজ্যত বিনিয়োগৰ আগ্ৰহ প্ৰকাশ কৰে। চৰকাৰে উদ্যোগ স্থাপনৰ বাবে প্ৰয়োজনীয় ভূমি আৰু আন্তঃগাঁথনি উপলব্ধ কৰাৰ আশ্বাস দিয়ে। ৰাজ্যৰ আৰ্থিক উন্নয়নৰ বাবে মুখ্যমন্ত্ৰীয়ে আজি বিভিন্ন প্ৰকল্পৰ ঘোষণা কৰে। এই প্ৰকল্পসমূহৰ জৰিয়তে ৰাজ্যৰ যুৱক-যুৱতীৰ বাবে নিয়োগৰ সুবিধা সৃষ্টি হ'ব বুলি তেওঁ জানায়। বিনিয়োগ সন্মিলনত দেশ-বিদেশৰ উদ্যোগপতিসকলে অংশগ্ৰহণ কৰে আৰু ৰাজ্যত বিনিয়োগৰ আগ্ৰহ প্ৰকাশ কৰে। চৰকাৰে উদ্যোগ স্থাপনৰ বাবে প্ৰয়োজনীয় ভূমি আৰু আন্তঃগাঁথনি উপলব্ধ কৰাৰ আশ্বাস দিয়ে। ৰাজ্যৰ আৰ্থিক উন্নয়নৰ বাবে মুখ্যমন্ত্ৰীয়ে আজি বিভিন্ন প্ৰকল্পৰ ঘোষণা কৰে। এই প্ৰকল্পসমূহৰ জৰিয়তে ৰাজ্যৰ যুৱক-যুৱতীৰ বাবে নিয়োগৰ সুবিধা সৃষ্টি হ'ব বুলি তেওঁ জানায়। বিনিয়োগ সন্মিলনত দেশ-বিদেশৰ উদ্যোগপতিসকলে অংশগ্ৰহণ কৰে আৰু ৰাজ্যত বিনিয়োগৰ আগ্ৰহ প্ৰকাশ কৰে। চৰকাৰে উদ্যোগ স্থাপনৰ বাবে প্ৰয়োজনীয় ভূমি আৰু আন্তঃগাঁথনি উপলব্ধ কৰাৰ আশ্বাস দিয়ে। ৰাজ্যৰ আৰ্থিক উন্নয়নৰ বাবে মুখ্যমন্ত্ৰীয়ে আজি বিভিন্ন প্ৰকল্পৰ ঘোষণা কৰে। এই প্ৰকল্পসমূহৰ জৰিয়তে ৰাজ্যৰ যুৱক-যুৱতীৰ বাবে নিয়োগৰ সুবিধা সৃষ্টি হ'ব বুলি তেওঁ জানায়। বিনিয়োগ সন্মিলনত দেশ-বিদেশৰ উদ্যোগপতিসকলে অংশগ্ৰহণ কৰে আৰু ৰাজ্যত বিনিয়োগৰ আগ্ৰহ প্ৰকাশ কৰে। চৰকাৰে উদ্যোগ স্থাপনৰ বাবে প্ৰয়োজনীয় ভূমি আৰু আন্তঃগাঁথনি উপলব্ধ কৰাৰ আশ্বাস দিয়ে। ৰাজ্যৰ আৰ্থিক উন্নয়নৰ বাবে মুখ্যমন্ত্ৰীয়ে আজি বিভিন্ন প্ৰকল্পৰ ঘোষণা কৰে। এই প্ৰকল্পসমূহৰ জৰিয়তে ৰাজ্যৰ যুৱক-যুৱতীৰ বাবে নিয়োগৰ সুবিধা সৃষ্টি হ'ব বুলি তেওঁ জানায়। বিনিয়োগ সন্মিলনত দেশ-বিদেশৰ উদ্যোগপতিসকলে অংশগ্ৰহণ কৰে আৰু ৰাজ্যত বিনিয়োগৰ আগ্ৰহ প্ৰকাশ কৰে। চৰকাৰে উদ্যোগ স্থাপনৰ বাবে প্ৰয়োজনীয় ভূমি আৰু আন্তঃগাঁথনি উপলব্ধ কৰাৰ আশ্বাস দিয়ে। ৰাজ্যৰ আৰ্থিক উন্নয়নৰ বাবে মুখ্যমন্ত্ৰীয়ে আজি বিভিন্ন প্ৰকল্পৰ ঘোষণা কৰে। এই প্ৰকল্পসমূহৰ জৰিয়তে ৰাজ্যৰ যুৱক-যুৱতীৰ বাবে নিয়োগৰ সুবিধা সৃষ্টি হ'ব বুলি তেওঁ জানায়। বিনিয়োগ সন্মিলনত দেশ-বিদেশৰ উদ্যোগপতিসকলে অংশগ্ৰহণ কৰে আৰু ৰাজ্যত বিনিয়োগৰ আগ্ৰহ প্ৰকাশ কৰে। চৰকাৰে উদ্যোগ স্থাপনৰ বাবে প্ৰয়োজনীয় ভূমি আৰু আন্তঃগাঁথনি উপলব্ধ কৰাৰ আশ্বাস দিয়ে। ৰাজ্যৰ আৰ্থিক উন্নয়নৰ বাবে মুখ্যমন্ত্ৰীয়ে আজি বিভিন্ন প্ৰকল্পৰ ঘোষণা কৰে। এই প্ৰকল্পসমূহৰ জৰিয়তে ৰাজ্যৰ যুৱক-যুৱতীৰ বাবে নিয়োগৰ সুবিধা সৃষ্টি হ'ব বুলি তেওঁ জানায়। বিনিয়োগ সন্মিলনত দেশ-বিদেশৰ উদ্যোগপতিসকলে অংশগ্ৰহণ কৰে আৰু ৰাজ্যত বিনিয়োগৰ আগ্ৰহ প্ৰকাশ কৰে। চৰকাৰে উদ্যোগ স্থাপনৰ বাবে প্ৰয়োজনীয় ভূমি আৰু আন্তঃগাঁথনি উপলব্ধ কৰাৰ আশ্বাস দিয়ে। ৰাজ্যৰ আৰ্থিক উন্নয়নৰ বাবে মুখ্যমন্ত্ৰীয়ে আজি বিভিন্ন প্ৰকল্পৰ ঘোষণা কৰে। এই প্ৰকল্পসমূহৰ জৰিয়তে ৰাজ্যৰ যুৱক-যুৱতীৰ বাবে নিয়োগৰ সুবিধা সৃষ্টি হ'ব বুলি তেওঁ জানায়। বিনিয়োগ সন্মিলনত দেশ-বিদেশৰ উদ্যোগপতিসকলে অংশগ্ৰহণ কৰে আৰু ৰাজ্যত বিনিয়োগৰ আগ্ৰহ প্ৰকাশ কৰে। চৰকাৰে উদ্যোগ স্থাপনৰ বাবে প্ৰয়োজনীয় ভূমি আৰু আন্তঃগাঁথনি উপলব্ধ কৰাৰ আশ্বাস দিয়ে। ৰাজ্যৰ আৰ্থিক উন্নয়নৰ বাবে মুখ্যমন্ত্ৰীয়ে আজি বিভিন্ন প্ৰকল্পৰ ঘোষণা কৰে। এই প্ৰকল্পসমূহৰ জৰিয়তে ৰাজ্যৰ যুৱক-যুৱতীৰ বাবে নিয়োগৰ সুবিধা সৃষ্টি হ'ব বুলি তেওঁ জানায়। বিনিয়োগ সন্মিলনত দেশ-বিদেশৰ উদ্যোগপতিসকলে অংশগ্ৰহণ কৰে আৰু ৰাজ্যত বিনিয়োগৰ আগ্ৰহ প্ৰকাশ কৰে। চৰকাৰে উদ্যোগ স্থাপনৰ বাবে প্ৰয়োজনীয় ভূমি আৰু আন্তঃগাঁথনি উপলব্ধ কৰাৰ আশ্বাস দিয়ে। ৰাজ্যৰ আৰ্থিক উন্নয়নৰ বাবে মুখ্যমন্ত্ৰীয়ে আজি বিভিন্ন প্ৰকল্পৰ ঘোষণা কৰে। এই প্ৰকল্পসমূহৰ জৰিয়তে ৰাজ্যৰ যুৱক-যুৱতীৰ বাবে নিয়োগৰ সুবিধা সৃষ্টি হ'ব বুলি তেওঁ জানায়। বিনিয়োগ সন্মিলনত দেশ-বিদেশৰ উদ্যোগপতিসকলে অংশগ্ৰহণ কৰে আৰু ৰাজ্যত বিনিয়োগৰ আগ্ৰহ প্ৰকাশ কৰে। চৰকাৰে উদ্যোগ স্থাপনৰ বাবে প্ৰয়োজনীয় ভূমি আৰু আন্তঃগাঁথনি উপলব্ধ কৰাৰ আশ্বাস দিয়ে। ৰাজ্যৰ আৰ্থিক উন্নয়নৰ বাবে মুখ্যমন্ত্ৰীয়ে আজি বিভিন্ন প্ৰকল্পৰ ঘোষণা কৰে। এই প্ৰকল্পসমূহৰ জৰিয়তে ৰাজ্যৰ যুৱক-যুৱতীৰ বাবে নিয়োগৰ সুবিধা সৃষ্টি হ'ব বুলি তেওঁ জানায়। বিনিয়োগ সন্মিলনত দেশ-বিদেশৰ উদ্যোগপতিসকলে অংশগ্ৰহণ কৰে আৰু ৰাজ্যত বিনিয়োগৰ আগ্ৰহ প্ৰকাশ কৰে। চৰকাৰে উদ্যোগ স্থাপনৰ বাবে প্ৰয়োজনীয় ভূমি আৰু আন্তঃগাঁথনি উপলব্ধ কৰাৰ আশ্বাস দিয়ে। ৰাজ্যৰ আৰ্থিক উন্নয়নৰ বাবে মুখ্যমন্ত্ৰীয়ে আজি বিভিন্ন প্ৰকল্পৰ ঘোষণা কৰে। এই প্ৰকল্পসমূহৰ জৰিয়তে ৰাজ্যৰ যুৱক-যুৱতীৰ বাবে নিয়োগৰ সুবিধা সৃষ্টি হ'ব বুলি তেওঁ জানায়। বিনিয়োগ সন্মিলনত দেশ-বিদেশৰ উদ্যোগপতিসকলে অংশগ্ৰহণ কৰে আৰু ৰাজ্যত বিনিয়োগৰ আগ্ৰহ প্ৰকাশ কৰে। চৰকাৰে উদ্যোগ স্থাপনৰ বাবে প্ৰয়োজনীয় ভূমি আৰু আন্তঃগাঁথনি উপলব্ধ কৰাৰ আশ্বাস দিয়ে। ৰাজ্যৰ আৰ্থিক উন্নয়নৰ বাবে মুখ্যমন্ত্ৰীয়ে আজি বিভিন্ন প্ৰকল্পৰ ঘোষণা কৰে। এই প্ৰকল্পসমূহৰ জৰিয়তে ৰাজ্যৰ যুৱক-যুৱতীৰ বাবে নিয়োগৰ সুবিধা সৃষ্টি হ'ব বুলি তেওঁ জানায়। বিনিয়োগ সন্মিলনত দেশ-বিদেশৰ উদ্যোগপতিসকলে অংশগ্ৰহণ কৰে আৰু ৰাজ্যত বিনিয়োগৰ আগ্ৰহ প্ৰকাশ কৰে। চৰকাৰে উদ্যোগ স্থাপনৰ বাবে প্ৰয়োজনীয় ভূমি আৰু আন্তঃগাঁথনি উপলব্ধ কৰাৰ আশ্বাস দিয়ে। ৰাজ্যৰ আৰ্থিক উন্নয়নৰ বাবে মুখ্যমন্ত্ৰীয়ে আজি বিভিন্ন প্ৰকল্পৰ ঘোষণা কৰে। এই প্ৰকল্পসমূহৰ জৰিয়তে ৰাজ্যৰ যুৱক-যুৱতীৰ বাবে নিয়োগৰ সুবিধা সৃষ্টি হ'ব বুলি তেওঁ জানায়। বিনিয়োগ সন্মিলনত দেশ-বিদেশৰ উদ্যোগপতিসকলে অংশগ্ৰহণ কৰে আৰু ৰাজ্যত বিনিয়োগৰ আগ্ৰহ প্ৰকাশ কৰে। চৰকাৰে উদ্যোগ স্থাপনৰ বাবে প্ৰয়োজনীয় ভূমি আৰু আন্তঃগাঁথনি উপলব্ধ কৰাৰ আশ্বাস দিয়ে। ৰাজ্যৰ আৰ্থিক উন্নয়নৰ বাবে মুখ্যমন্ত্ৰীয়ে আজি বিভিন্ন প্ৰকল্পৰ ঘোষণা কৰে। এই প্ৰকল্পসমূহৰ জৰিয়তে ৰাজ্যৰ যুৱক-যুৱতীৰ বাবে নিয়োগৰ সুবিধা সৃষ্টি হ'ব বুলি তেওঁ জানায়। বিনিয়োগ সন্মিলনত দেশ-বিদেশৰ উদ্যোগপতিসকলে অংশগ্ৰহণ কৰে আৰু ৰাজ্যত বিনিয়োগৰ আগ্ৰহ প্ৰকাশ কৰে। চৰকাৰে উদ্যোগ স্থাপনৰ বাবে প্ৰয়োজনীয় ভূমি আৰু আন্তঃগাঁথনি উপলব্ধ কৰাৰ আশ্বাস দিয়ে। ৰাজ্যৰ আৰ্থিক উন্নয়নৰ বাবে মুখ্যমন্ত্ৰীয়ে আজি বিভিন্ন প্ৰকল্পৰ ঘোষণা কৰে। এই প্ৰকল্পসমূহৰ জৰিয়তে ৰাজ্যৰ যুৱক-যুৱতীৰ বাবে নিয়োগৰ সুবিধা সৃষ্টি হ'ব বুলি তেওঁ জানায়। বিনিয়োগ সন্মিলনত দেশ-বিদেশৰ উদ্যোগপতিসকলে অংশগ্ৰহণ কৰে আৰু ৰাজ্যত বিনিয়োগৰ আগ্ৰহ প্ৰকাশ কৰে। চৰকাৰে উদ্যোগ স্থাপনৰ বাবে প্ৰয়োজনীয় ভূমি আৰু আন্তঃগাঁথনি উপলব্ধ কৰাৰ আশ্বাস দিয়ে। ৰাজ্যৰ আৰ্থিক উন্নয়নৰ বাবে মুখ্যমন্ত্ৰীয়ে আজি বিভিন্ন প্ৰকল্পৰ ঘোষণা কৰে। এই প্ৰকল্পসমূহৰ জৰিয়তে ৰাজ্যৰ যুৱক-যুৱতীৰ বাবে নিয়োগৰ সুবিধা সৃষ্টি হ'ব বুলি তেওঁ জানায়। বিনিয়োগ সন্মিলনত দেশ-বিদেশৰ উদ্যোগপতিসকলে অংশগ্ৰহণ কৰে আৰু ৰাজ্যত বিনিয়োগৰ আগ্ৰহ প্ৰকাশ কৰে। চৰকাৰে উদ্যোগ স্থাপনৰ বাবে প্ৰয়োজনীয় ভূমি আৰু আন্তঃগাঁথনি উপলব্ধ কৰাৰ আশ্বাস দিয়ে। ৰাজ্যৰ আৰ্থিক উন্নয়নৰ বাবে মুখ্যমন্ত্ৰীয়ে আজি বিভিন্ন প্ৰকল্পৰ ঘোষণা কৰে। এই প্ৰকল্পসমূহৰ জৰিয়তে ৰাজ্যৰ যুৱক-যুৱতীৰ বাবে নিয়োগৰ সুবিধা সৃষ্টি হ'ব বুলি তেওঁ জানায়। বিনিয়োগ সন্মিলনত দেশ-বিদেশৰ উদ্যোগপতিসকলে অংশগ্ৰহণ কৰে আৰু ৰাজ্যত বিনিয়োগৰ আগ্ৰহ প্ৰকাশ কৰে। চৰকাৰে উদ্যোগ স্থাপনৰ বাবে প্ৰয়োজনীয় ভূমি আৰু আন্তঃগাঁথনি উপলব্ধ কৰাৰ আশ্বাস দিয়ে। ৰাজ্যৰ আৰ্থিক উন্নয়নৰ বাবে মুখ্যমন্ত্ৰীয়ে আজি বিভিন্ন প্ৰকল্পৰ ঘোষণা কৰে। এই প্ৰকল্পসমূহৰ জৰিয়তে ৰাজ্যৰ যুৱক-যুৱতীৰ বাবে নিয়োগৰ সুবিধা সৃষ্টি হ'ব বুলি তেওঁ জানায়। বিনিয়োগ সন্মিলনত দেশ-বিদেশৰ উদ্যোগপতিসকলে অংশগ্ৰহণ কৰে আৰু ৰাজ্যত বিনিয়োগৰ আগ্ৰহ প্ৰকাশ কৰে। চৰকাৰে উদ্যোগ স্থাপনৰ বাবে প্ৰয়োজনীয় ভূমি আৰু আন্তঃগাঁথনি উপলব্ধ কৰাৰ আশ্বাস দিয়ে। [4, 83, 124, 315]
page-number: ৭ [487, 2, 496, 17]
article-6-headline: সৰ্বাংশত প্ৰধানমন্ত্ৰী আৱাস [404, 488, 477, 496]
article-3 [258, 45, 378, 345]
article-3-body: অসম বিনিয়োগ সন্মিলনত দেশী-বিদেশী বিনিয়োগকাৰীসকলে বৃহৎ পৰিমাণৰ বিনিয়োগৰ প্ৰতিশ্ৰুতি দিয়ে। শক্তি, পৰ্যটন, কৃষি আৰু প্ৰযুক্তি খণ্ডত বিনিয়োগৰ বাবে বুজাবুজি চুক্তি স্বাক্ষৰিত হয়। ৰাজ্যৰ অৰ্থনীতি শক্তিশালী কৰাৰ ক্ষেত্ৰত এই বিনিয়োগ গুৰুত্বপূৰ্ণ হ'ব। অসম বিনিয়োগ সন্মিলনত দেশী-বিদেশী বিনিয়োগকাৰীসকলে বৃহৎ পৰিমাণৰ বিনিয়োগৰ প্ৰতিশ্ৰুতি দিয়ে। শক্তি, পৰ্যটন, কৃষি আৰু প্ৰযুক্তি খণ্ডত বিনিয়োগৰ বাবে বুজাবুজি চুক্তি স্বাক্ষৰিত হয়। ৰাজ্যৰ অৰ্থনীতি শক্তিশালী কৰাৰ ক্ষেত্ৰত এই বিনিয়োগ গুৰুত্বপূৰ্ণ হ'ব। অসম বিনিয়োগ সন্মিলনত দেশী-বিদেশী বিনিয়োগকাৰীসকলে বৃহৎ পৰিমাণৰ বিনিয়োগৰ প্ৰতিশ্ৰুতি দিয়ে। শক্তি, পৰ্যটন, কৃষি আৰু প্ৰযুক্তি খণ্ডত বিনিয়োগৰ বাবে বুজাবুজি চুক্তি স্বাক্ষৰিত হয়। ৰাজ্যৰ অৰ্থনীতি শক্তিশালী কৰাৰ ক্ষেত্ৰত এই বিনিয়োগ গুৰুত্বপূৰ্ণ হ'ব। অসম বিনিয়োগ সন্মিলনত দেশী-বিদেশী বিনিয়োগকাৰীসকলে বৃহৎ পৰিমাণৰ বিনিয়োগৰ প্ৰতিশ্ৰুতি দিয়ে। শক্তি, পৰ্যটন, কৃষি আৰু প্ৰযুক্তি খণ্ডত বিনিয়োগৰ বাবে বুজাবুজি চুক্তি স্বাক্ষৰিত হয়। ৰাজ্যৰ অৰ্থনীতি শক্তিশালী কৰাৰ ক্ষেত্ৰত এই বিনিয়োগ গুৰুত্বপূৰ্ণ হ'ব। অসম বিনিয়োগ সন্মিলনত দেশী-বিদেশী বিনিয়োগকাৰীসকলে বৃহৎ পৰিমাণৰ বিনিয়োগৰ প্ৰতিশ্ৰুতি দিয়ে। শক্তি, পৰ্যটন, কৃষি আৰু প্ৰযুক্তি খণ্ডত বিনিয়োগৰ বাবে বুজাবুজি চুক্তি স্বাক্ষৰিত হয়। ৰাজ্যৰ অৰ্থনীতি শক্তিশালী কৰাৰ ক্ষেত্ৰত এই বিনিয়োগ গুৰুত্বপূৰ্ণ হ'ব। অসম বিনিয়োগ সন্মিলনত দেশী-বিদেশী বিনিয়োগকাৰীসকলে বৃহৎ পৰিমাণৰ বিনিয়োগৰ প্ৰতিশ্ৰুতি দিয়ে। শক্তি, পৰ্যটন, কৃষি আৰু প্ৰযুক্তি খণ্ডত বিনিয়োগৰ বাবে বুজাবুজি চুক্তি স্বাক্ষৰিত হয়। ৰাজ্যৰ অৰ্থনীতি শক্তিশালী কৰাৰ ক্ষেত্ৰত এই বিনিয়োগ গুৰুত্বপূৰ্ণ হ'ব। অসম বিনিয়োগ সন্মিলনত দেশী-বিদেশী বিনিয়োগকাৰীসকলে বৃহৎ পৰিমাণৰ বিনিয়োগৰ প্ৰতিশ্ৰুতি দিয়ে। শক্তি, পৰ্যটন, কৃষি আৰু প্ৰযুক্তি খণ্ডত বিনিয়োগৰ বাবে বুজাবুজি চুক্তি স্বাক্ষৰিত হয়। ৰাজ্যৰ অৰ্থনীতি শক্তিশালী কৰাৰ ক্ষেত্ৰত এই বিনিয়োগ গুৰুত্বপূৰ্ণ হ'ব। অসম বিনিয়োগ সন্মিলনত দেশী-বিদেশী বিনিয়োগকাৰীসকলে বৃহৎ পৰিমাণৰ বিনিয়োগৰ প্ৰতিশ্ৰুতি দিয়ে। শক্তি, পৰ্যটন, কৃষি আৰু প্ৰযুক্তি খণ্ডত বিনিয়োগৰ বাবে বুজাবুজি চুক্তি স্বাক্ষৰিত হয়। ৰাজ্যৰ অৰ্থনীতি শক্তিশালী কৰাৰ ক্ষেত্ৰত এই বিনিয়োগ গুৰুত্বপূৰ্ণ হ'ব। অসম বিনিয়োগ সন্মিলনত দেশী-বিদেশী বিনিয়োগকাৰীসকলে বৃহৎ পৰিমাণৰ বিনিয়োগৰ প্ৰতিশ্ৰুতি দিয়ে। শক্তি, পৰ্যটন, কৃষি আৰু প্ৰযুক্তি খণ্ডত বিনিয়োগৰ বাবে বুজাবুজি চুক্তি স্বাক্ষৰিত হয়। ৰাজ্যৰ অৰ্থনীতি শক্তিশালী কৰাৰ ক্ষেত্ৰত এই বিনিয়োগ গুৰুত্বপূৰ্ণ হ'ব। অসম বিনিয়োগ সন্মিলনত দেশী-বিদেশী বিনিয়োগকাৰীসকলে বৃহৎ পৰিমাণৰ বিনিয়োগৰ প্ৰতিশ্ৰুতি দিয়ে। শক্তি, পৰ্যটন, কৃষি আৰু প্ৰযুক্তি খণ্ডত বিনিয়োগৰ বাবে বুজাবুজি চুক্তি স্বাক্ষৰিত হয়। ৰাজ্যৰ অৰ্থনীতি শক্তিশালী কৰাৰ ক্ষেত্ৰত এই বিনিয়োগ গুৰুত্বপূৰ্ণ হ'ব। অসম বিনিয়োগ সন্মিলনত দেশী-বিদেশী বিনিয়োগকাৰীসকলে বৃহৎ পৰিমাণৰ বিনিয়োগৰ প্ৰতিশ্ৰুতি দিয়ে। শক্তি, পৰ্যটন, কৃষি আৰু প্ৰযুক্তি খণ্ডত বিনিয়োগৰ বাবে বুজাবুজি চুক্তি স্বাক্ষৰিত হয়। ৰাজ্যৰ অৰ্থনীতি শক্তিশালী কৰাৰ ক্ষেত্ৰত এই বিনিয়োগ গুৰুত্বপূৰ্ণ হ'ব। অসম বিনিয়োগ সন্মিলনত দেশী-বিদেশী বিনিয়োগকাৰীসকলে বৃহৎ পৰিমাণৰ বিনিয়োগৰ প্ৰতিশ্ৰুতি দিয়ে। শক্তি, পৰ্যটন, কৃষি আৰু প্ৰযুক্তি খণ্ডত বিনিয়োগৰ বাবে বুজাবুজি চুক্তি স্বাক্ষৰিত হয়। ৰাজ্যৰ অৰ্থনীতি শক্তিশালী কৰাৰ ক্ষেত্ৰত এই বিনিয়োগ গুৰুত্বপূৰ্ণ হ'ব। অসম বিনিয়োগ সন্মিলনত দেশী-বিদেশী বিনিয়োগকাৰীসকলে বৃহৎ পৰিমাণৰ বিনিয়োগৰ প্ৰতিশ্ৰুতি দিয়ে। শক্তি, পৰ্যটন, কৃষি আৰু প্ৰযুক্তি খণ্ডত বিনিয়োগৰ বাবে বুজাবুজি চুক্তি স্বাক্ষৰিত হয়। ৰাজ্যৰ অৰ্থনীতি শক্তিশালী কৰাৰ ক্ষেত্ৰত এই বিনিয়োগ গুৰুত্বপূৰ্ণ হ'ব। অসম বিনিয়োগ সন্মিলনত দেশী-বিদেশী বিনিয়োগকাৰীসকলে বৃহৎ পৰিমাণৰ বিনিয়োগৰ প্ৰতিশ্ৰুতি দিয়ে। শক্তি, পৰ্যটন, কৃষি আৰু প্ৰযুক্তি খণ্ডত বিনিয়োগৰ বাবে বুজাবুজি চুক্তি স্বাক্ষৰিত হয়। ৰাজ্যৰ অৰ্থনীতি শক্তিশালী কৰাৰ ক্ষেত্ৰত এই বিনিয়োগ গুৰুত্বপূৰ্ণ হ'ব। অসম বিনিয়োগ সন্মিলনত দেশী-বিদেশী বিনিয়োগকাৰীসকলে বৃহৎ পৰিমাণৰ বিনিয়োগৰ প্ৰতিশ্ৰুতি দিয়ে। শক্তি, পৰ্যটন, কৃষি আৰু প্ৰযুক্তি খণ্ডত বিনিয়োগৰ বাবে বুজাবুজি চুক্তি স্বাক্ষৰিত হয়। ৰাজ্যৰ অৰ্থনীতি শক্তিশালী কৰাৰ ক্ষেত্ৰত এই বিনিয়োগ গুৰুত্বপূৰ্ণ হ'ব। অসম বিনিয়োগ সন্মিলনত দেশী-বিদেশী বিনিয়োগকাৰীসকলে বৃহৎ পৰিমাণৰ বিনিয়োগৰ প্ৰতিশ্ৰুতি দিয়ে। শক্তি, পৰ্যটন, কৃষি আৰু প্ৰযুক্তি খণ্ডত বিনিয়োগৰ বাবে বুজাবুজি চুক্তি স্বাক্ষৰিত হয়। ৰাজ্যৰ অৰ্থনীতি শক্তিশালী কৰাৰ ক্ষেত্ৰত এই বিনিয়োগ গুৰুত্বপূৰ্ণ হ'ব। অসম বিনিয়োগ সন্মিলনত দেশী-বিদেশী বিনিয়োগকাৰীসকলে বৃহৎ পৰিমাণৰ বিনিয়োগৰ প্ৰতিশ্ৰুতি দিয়ে। শক্তি, পৰ্যটন, কৃষি আৰু প্ৰযুক্তি খণ্ডত বিনিয়োগৰ বাবে বুজাবুজি চুক্তি স্বাক্ষৰিত হয়। ৰাজ্যৰ অৰ্থনীতি শক্তিশালী কৰাৰ ক্ষেত্ৰত এই বিনিয়োগ গুৰুত্বপূৰ্ণ হ'ব। অসম বিনিয়োগ সন্মিলনত দেশী-বিদেশী বিনিয়োগকাৰীসকলে বৃহৎ পৰিমাণৰ বিনিয়োগৰ প্ৰতিশ্ৰুতি দিয়ে। শক্তি, পৰ্যটন, কৃষি আৰু প্ৰযুক্তি খণ্ডত বিনিয়োগৰ বাবে বুজাবুজি চুক্তি স্বাক্ষৰিত হয়। ৰাজ্যৰ অৰ্থনীতি শক্তিশালী কৰাৰ ক্ষেত্ৰত এই বিনিয়োগ গুৰুত্বপূৰ্ণ হ'ব। [258, 55, 378, 187]
column-rule-2 [254, 45, 255, 345]
article-2-headline: ২০৩০ চনৰ ভিতৰত স্বাস্থ্য [149, 45, 233, 54]
article-7 [4, 526, 124, 584]
column-rule-1 [127, 45, 128, 695]
article-7-headline: অসমত ৫,১০০ কোটি টকাৰ প্লাণ্ট [17, 526, 111, 534]
masthead-title: গণ অধিকাৰ [224, 3, 278, 16]
article-1 [4, 62, 124, 522]
section-banner: প্ৰথম পৃষ্ঠাৰ পৰা [203, 17, 297, 30]
article-4-body: আৰক্ষীয়ে এক বৃহৎ আন্তঃৰাষ্ট্ৰীয় চক্ৰ ভংগ কৰি কেইবাজনকো গ্ৰেপ্তাৰ কৰে। গোপন সূত্ৰৰ ভিত্তিত অভিযান চলাই বিপুল পৰিমাণৰ সামগ্ৰী জব্দ কৰা হয়। তদন্ত অব্যাহত আছে আৰু আন জড়িতসকলৰ সন্ধান চলোৱা হৈছে। আৰক্ষীয়ে এক বৃহৎ আন্তঃৰাষ্ট্ৰীয় চক্ৰ ভংগ কৰি কেইবাজনকো গ্ৰেপ্তাৰ কৰে। গোপন সূত্ৰৰ ভিত্তিত অভিযান চলাই বিপুল পৰিমাণৰ সামগ্ৰী জব্দ কৰা হয়। তদন্ত অব্যাহত আছে আৰু আন জড়িতসকলৰ সন্ধান চলোৱা হৈছে। আৰক্ষীয়ে এক বৃহৎ আন্তঃৰাষ্ট্ৰীয় চক্ৰ ভংগ কৰি কেইবাজনকো গ্ৰেপ্তাৰ কৰে। গোপন সূত্ৰৰ ভিত্তিত অভিযান চলাই বিপুল পৰিমাণৰ সামগ্ৰী জব্দ কৰা হয়। তদন্ত অব্যাহত আছে আৰু আন জড়িতসকলৰ সন্ধান চলোৱা হৈছে। আৰক্ষীয়ে এক বৃহৎ আন্তঃৰাষ্ট্ৰীয় চক্ৰ ভংগ কৰি কেইবাজনকো গ্ৰেপ্তাৰ কৰে। গোপন সূত্ৰৰ ভিত্তিত অভিযান চলাই বিপুল পৰিমাণৰ সামগ্ৰী জব্দ কৰা হয়। তদন্ত অব্যাহত আছে আৰু আন জড়িতসকলৰ সন্ধান চলোৱা হৈছে। আৰক্ষীয়ে এক বৃহৎ আন্তঃৰাষ্ট্ৰীয় চক্ৰ ভংগ কৰি কেইবাজনকো গ্ৰেপ্তাৰ কৰে। গোপন সূত্ৰৰ ভিত্তিত অভিযান চলাই বিপুল পৰিমাণৰ সামগ্ৰী জব্দ কৰা হয়। তদন্ত অব্যাহত আছে আৰু আন জড়িতসকলৰ সন্ধান চলোৱা হৈছে। আৰক্ষীয়ে এক বৃহৎ আন্তঃৰাষ্ট্ৰীয় চক্ৰ ভংগ কৰি কেইবাজনকো গ্ৰেপ্তাৰ কৰে। গোপন সূত্ৰৰ ভিত্তিত অভিযান চলাই বিপুল পৰিমাণৰ সামগ্ৰী জব্দ কৰা হয়। তদন্ত অব্যাহত আছে আৰু আন জড়িতসকলৰ সন্ধান চলোৱা হৈছে। আৰক্ষীয়ে এক বৃহৎ আন্তঃৰাষ্ট্ৰীয় চক্ৰ ভংগ কৰি কেইবাজনকো গ্ৰেপ্তাৰ কৰে। গোপন সূত্ৰৰ ভিত্তিত অভিযান চলাই বিপুল পৰিমাণৰ সামগ্ৰী জব্দ কৰা হয়। তদন্ত অব্যাহত আছে আৰু আন জড়িতসকলৰ সন্ধান চলোৱা হৈছে। আৰক্ষীয়ে এক বৃহৎ আন্তঃৰাষ্ট্ৰীয় চক্ৰ ভংগ কৰি কেইবাজনকো গ্ৰেপ্তাৰ কৰে। গোপন সূত্ৰৰ ভিত্তিত অভিযান চলাই বিপুল পৰিমাণৰ সামগ্ৰী জব্দ কৰা হয়। তদন্ত অব্যাহত আছে আৰু আন জড়িতসকলৰ সন্ধান চলোৱা হৈছে। আৰক্ষীয়ে এক বৃহৎ আন্তঃৰাষ্ট্ৰীয় চক্ৰ ভংগ কৰি কেইবাজনকো গ্ৰেপ্তাৰ কৰে। গোপন সূত্ৰৰ ভিত্তিত অভিযান চলাই বিপুল পৰিমাণৰ সামগ্ৰী জব্দ কৰা হয়। তদন্ত অব্যাহত আছে আৰু আন জড়িতসকলৰ সন্ধান চলোৱা হৈছে। আৰক্ষীয়ে এক বৃহৎ আন্তঃৰাষ্ট্ৰীয় চক্ৰ ভংগ কৰি কেইবাজনকো গ্ৰেপ্তাৰ কৰে। গোপন সূত্ৰৰ ভিত্তিত অভিযান চলাই বিপুল পৰিমাণৰ সামগ্ৰী জব্দ কৰা হয়। তদন্ত অব্যাহত আছে আৰু আন জড়িতসকলৰ সন্ধান চলোৱা হৈছে। আৰক্ষীয়ে এক বৃহৎ আন্তঃৰাষ্ট্ৰীয় চক্ৰ ভংগ কৰি কেইবাজনকো গ্ৰেপ্তাৰ কৰে। গোপন সূত্ৰৰ ভিত্তিত অভিযান চলাই বিপুল পৰিমাণৰ সামগ্ৰী জব্দ কৰা হয়। তদন্ত অব্যাহত আছে আৰু আন জড়িতসকলৰ সন্ধান চলোৱা হৈছে। আৰক্ষীয়ে এক বৃহৎ আন্তঃৰাষ্ট্ৰীয় চক্ৰ ভংগ কৰি কেইবাজনকো গ্ৰেপ্তাৰ কৰে। গোপন সূত্ৰৰ ভিত্তিত অভিযান চলাই বিপুল পৰিমাণৰ সামগ্ৰী জব্দ কৰা হয়। তদন্ত অব্যাহত আছে আৰু আন জড়িতসকলৰ সন্ধান চলোৱা হৈছে। আৰক্ষীয়ে এক বৃহৎ আন্তঃৰাষ্ট্ৰীয় চক্ৰ ভংগ কৰি কেইবাজনকো গ্ৰেপ্তাৰ কৰে। গোপন সূত্ৰৰ ভিত্তিত অভিযান চলাই বিপুল পৰিমাণৰ সামগ্ৰী জব্দ কৰা হয়। তদন্ত অব্যাহত আছে আৰু আন জড়িতসকলৰ সন্ধান চলোৱা হৈছে। আৰক্ষীয়ে এক বৃহৎ আন্তঃৰাষ্ট্ৰীয় চক্ৰ ভংগ কৰি কেইবাজনকো গ্ৰেপ্তাৰ কৰে। গোপন সূত্ৰৰ ভিত্তিত অভিযান চলাই বিপুল পৰিমাণৰ সামগ্ৰী জব্দ কৰা হয়। তদন্ত অব্যাহত আছে আৰু আন জড়িতসকলৰ সন্ধান চলোৱা হৈছে। আৰক্ষীয়ে এক বৃহৎ আন্তঃৰাষ্ট্ৰীয় চক্ৰ ভংগ কৰি কেইবাজনকো গ্ৰেপ্তাৰ কৰে। গোপন সূত্ৰৰ ভিত্তিত অভিযান চলাই বিপুল পৰিমাণৰ সামগ্ৰী জব্দ কৰা হয়। তদন্ত অব্যাহত আছে আৰু আন জড়িতসকলৰ সন্ধান চলোৱা হৈছে। আৰক্ষীয়ে এক বৃহৎ আন্তঃৰাষ্ট্ৰীয় চক্ৰ ভংগ কৰি কেইবাজনকো গ্ৰেপ্তাৰ কৰে। গোপন সূত্ৰৰ ভিত্তিত অভিযান চলাই বিপুল পৰিমাণৰ সামগ্ৰী জব্দ কৰা হয়। তদন্ত অব্যাহত আছে আৰু আন জড়িতসকলৰ সন্ধান চলোৱা হৈছে। আৰক্ষীয়ে এক বৃহৎ আন্তঃৰাষ্ট্ৰীয় চক্ৰ ভংগ কৰি কেইবাজনকো গ্ৰেপ্তাৰ কৰে। গোপন সূত্ৰৰ ভিত্তিত অভিযান চলাই বিপুল পৰিমাণৰ সামগ্ৰী জব্দ কৰা হয়। তদন্ত অব্যাহত আছে আৰু আন জড়িতসকলৰ সন্ধান চলোৱা হৈছে। আৰক্ষীয়ে এক বৃহৎ আন্তঃৰাষ্ট্ৰীয় চক্ৰ ভংগ কৰি কেইবাজনকো গ্ৰেপ্তাৰ কৰে। গোপন সূত্ৰৰ ভিত্তিত অভিযান চলাই বিপুল পৰিমাণৰ সামগ্ৰী জব্দ কৰা হয়। তদন্ত অব্যাহত আছে আৰু আন জড়িতসকলৰ সন্ধান চলোৱা হৈছে। আৰক্ষীয়ে এক বৃহৎ আন্তঃৰাষ্ট্ৰীয় চক্ৰ ভংগ কৰি কেইবাজনকো গ্ৰেপ্তাৰ কৰে। গোপন সূত্ৰৰ ভিত্তিত অভিযান চলাই বিপুল পৰিমাণৰ সামগ্ৰী জব্দ কৰা হয়। তদন্ত অব্যাহত আছে আৰু আন জড়িতসকলৰ সন্ধান চলোৱা হৈছে। আৰক্ষীয়ে এক বৃহৎ আন্তঃৰাষ্ট্ৰীয় চক্ৰ ভংগ কৰি কেইবাজনকো গ্ৰেপ্তাৰ কৰে। গোপন সূত্ৰৰ ভিত্তিত অভিযান চলাই বিপুল পৰিমাণৰ সামগ্ৰী জব্দ কৰা হয়। তদন্ত অব্যাহত আছে আৰু আন জড়িতসকলৰ সন্ধান চলোৱা হৈছে। আৰক্ষীয়ে এক বৃহৎ আন্তঃৰাষ্ট্ৰীয় চক্ৰ ভংগ কৰি কেইবাজনকো গ্ৰেপ্তাৰ কৰে। গোপন সূত্ৰৰ ভিত্তিত অভিযান চলাই বিপুল পৰিমাণৰ সামগ্ৰী জব্দ কৰা হয়। তদন্ত অব্যাহত আছে আৰু আন জড়িতসকলৰ সন্ধান চলোৱা হৈছে। আৰক্ষীয়ে এক বৃহৎ আন্তঃৰাষ্ট্ৰীয় চক্ৰ ভংগ কৰি কেইবাজনকো গ্ৰেপ্তাৰ কৰে। গোপন সূত্ৰৰ ভিত্তিত অভিযান চলাই বিপুল পৰিমাণৰ সামগ্ৰী জব্দ কৰা হয়। তদন্ত অব্যাহত আছে আৰু আন জড়িতসকলৰ সন্ধান চলোৱা হৈছে। আৰক্ষীয়ে এক বৃহৎ আন্তঃৰাষ্ট্ৰীয় চক্ৰ ভংগ কৰি কেইবাজনকো গ্ৰেপ্তাৰ কৰে। গোপন সূত্ৰৰ ভিত্তিত অভিযান চলাই বিপুল পৰিমাণৰ সামগ্ৰী জব্দ কৰা হয়। তদন্ত অব্যাহত আছে আৰু আন জড়িতসকলৰ সন্ধান চলোৱা হৈছে। আৰক্ষীয়ে এক বৃহৎ আন্তঃৰাষ্ট্ৰীয় চক্ৰ ভংগ কৰি কেইবাজনকো গ্ৰেপ্তাৰ কৰে। গোপন সূত্ৰৰ ভিত্তিত অভিযান চলাই বিপুল পৰিমাণৰ সামগ্ৰী জব্দ কৰা হয়। তদন্ত অব্যাহত আছে আৰু আন জড়িতসকলৰ সন্ধান চলোৱা হৈছে। আৰক্ষীয়ে এক বৃহৎ আন্তঃৰাষ্ট্ৰীয় চক্ৰ ভংগ কৰি কেইবাজনকো গ্ৰেপ্তাৰ কৰে। গোপন সূত্ৰৰ ভিত্তিত অভিযান চলাই বিপুল পৰিমাণৰ সামগ্ৰী জব্দ কৰা হয়। তদন্ত অব্যাহত আছে আৰু আন জড়িতসকলৰ সন্ধান চলোৱা হৈছে। আৰক্ষীয়ে এক বৃহৎ আন্তঃৰাষ্ট্ৰীয় চক্ৰ ভংগ কৰি কেইবাজনকো গ্ৰেপ্তাৰ কৰে। গোপন সূত্ৰৰ ভিত্তিত অভিযান চলাই বিপুল পৰিমাণৰ সামগ্ৰী জব্দ কৰা হয়। তদন্ত অব্যাহত আছে আৰু আন জড়িতসকলৰ সন্ধান চলোৱা হৈছে। আৰক্ষীয়ে এক বৃহৎ আন্তঃৰাষ্ট্ৰীয় চক্ৰ ভংগ কৰি কেইবাজনকো গ্ৰেপ্তাৰ কৰে। গোপন সূত্ৰৰ ভিত্তিত অভিযান চলাই বিপুল পৰিমাণৰ সামগ্ৰী জব্দ কৰা হয়। তদন্ত অব্যাহত আছে আৰু আন জড়িতসকলৰ সন্ধান চলোৱা হৈছে। আৰক্ষীয়ে এক বৃহৎ আন্তঃৰাষ্ট্ৰীয় চক্ৰ ভংগ কৰি কেইবাজনকো গ্ৰেপ্তাৰ কৰে। গোপন সূত্ৰৰ ভিত্তিত অভিযান চলাই বিপুল পৰিমাণৰ সামগ্ৰী জব্দ কৰা হয়। তদন্ত অব্যাহত আছে আৰু আন জড়িতসকলৰ সন্ধান চলোৱা হৈছে। [385, 55, 496, 238]
article-9-body: বিনিয়োগ চুক্তিৰ অধীনত বৃহৎ পৰিমাণৰ অৰ্থ ৰাজ্যলৈ আহিব। বিনিয়োগ চুক্তিৰ অধীনত বৃহৎ পৰিমাণৰ অৰ্থ ৰাজ্যলৈ আহিব। [300, 662, 378, 669]
article-5-columns [131, 363, 377, 478]
article-5 [131, 349, 377, 695]
article-5-headline: বিজেপিত যোগদান দিব [207, 349, 301, 359]
article-9 [300, 655, 378, 695]
page-header [0, 0, 500, 15]
